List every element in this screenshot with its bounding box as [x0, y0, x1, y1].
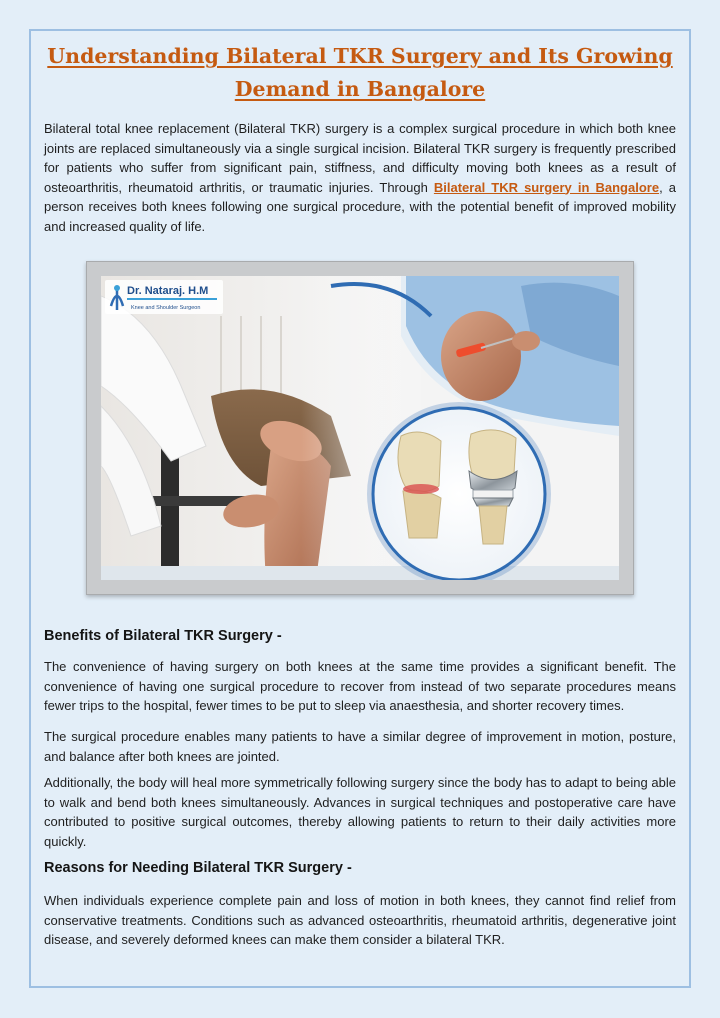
- page-title: Understanding Bilateral TKR Surgery and Its Growing Demand in Bangalore: [47, 44, 673, 101]
- knee-consultation-illustration: [101, 276, 619, 580]
- benefits-paragraph-2: The surgical procedure enables many patients to have a similar degree of improvement in motion, posture, and balance after both knees are jointed.: [44, 729, 676, 764]
- reasons-paragraph-1: When individuals experience complete pain and loss of motion in both knees, they cannot find relief from conservative treatments. Conditions such as advanced osteoarthritis, rheumatoid arthritis, degenerative joint disease, and severely deformed knees can make them consider a bilateral TKR.: [44, 893, 676, 947]
- bilateral-tkr-link[interactable]: Bilateral TKR surgery in Bangalore: [433, 179, 660, 195]
- benefits-heading: Benefits of Bilateral TKR Surgery -: [44, 628, 282, 644]
- hero-image: [86, 261, 634, 595]
- clinic-logo: [105, 280, 223, 314]
- intro-text-after: , a person receives both knees following one surgical procedure, with the potential benefit of improved mobility and increased quality of life.: [44, 179, 676, 234]
- logo-subtitle: Knee and Shoulder Surgeon: [131, 305, 201, 311]
- benefits-paragraph-3: Additionally, the body will heal more symmetrically following surgery since the body has to adapt to being able to walk and bend both knees simultaneously. Advances in surgical techniques and postoperative care have contributed to positive surgical outcomes, thereby allowing patients to return to their daily activities more quickly.: [44, 775, 676, 849]
- logo-name: Dr. Nataraj. H.M: [127, 285, 209, 297]
- reasons-heading: Reasons for Needing Bilateral TKR Surgery -: [44, 860, 352, 876]
- intro-text-before: Bilateral total knee replacement (Bilateral TKR) surgery is a complex surgical procedure in which both knee joints are replaced simultaneously via a single surgical incision. Bilateral TKR surgery is frequently prescribed for patients who suffer from significant pain, stiffness, and difficulty moving both knees as a result of osteoarthritis, rheumatoid arthritis, or traumatic injuries. Through: [44, 121, 676, 195]
- intro-paragraph: [44, 119, 676, 236]
- benefits-paragraph-1: The convenience of having surgery on both knees at the same time provides a significant benefit. The convenience of having one surgical procedure to recover from instead of two separate procedures means fewer trips to the hospital, fewer times to be put to sleep via anaesthesia, and shorter recovery times.: [44, 659, 676, 713]
